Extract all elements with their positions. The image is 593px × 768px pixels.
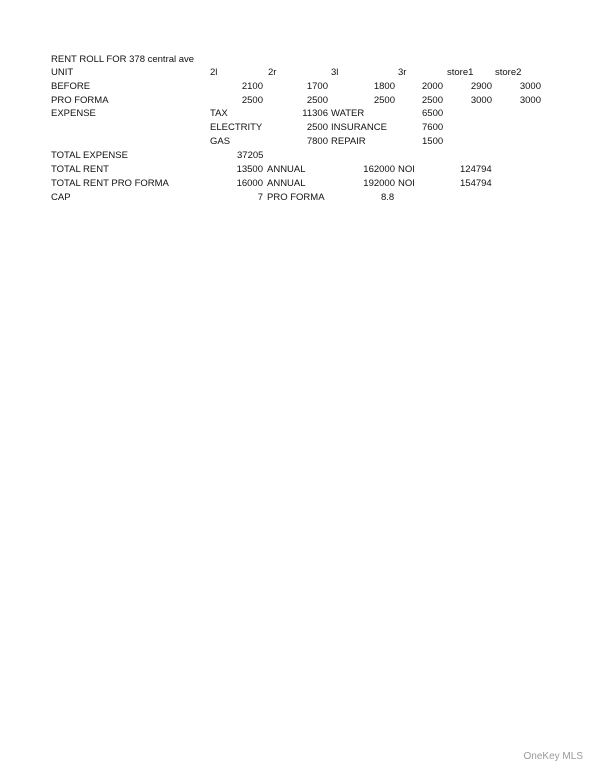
total-rent-proforma-noi: 154794	[460, 178, 492, 189]
sheet-title: RENT ROLL FOR 378 central ave	[51, 54, 195, 65]
cap-value: 7	[257, 192, 263, 203]
water-value: 6500	[422, 108, 444, 119]
total-rent-monthly: 13500	[236, 164, 263, 175]
proforma-3r: 2500	[421, 95, 443, 106]
proforma-3l: 2500	[373, 95, 395, 106]
total-expense-label: TOTAL EXPENSE	[51, 150, 128, 161]
proforma-store1: 3000	[470, 95, 492, 106]
before-2r: 1700	[306, 81, 328, 92]
cap-label: CAP	[51, 192, 71, 203]
unit-3r: 3r	[398, 67, 407, 78]
before-store1: 2900	[470, 81, 492, 92]
gas-value: 7800	[306, 136, 328, 147]
unit-label: UNIT	[51, 67, 74, 78]
proforma-store2: 3000	[519, 95, 541, 106]
total-rent-annual-label: ANNUAL	[267, 164, 306, 175]
total-rent-annual: 162000	[363, 164, 395, 175]
total-rent-proforma-annual: 192000	[363, 178, 395, 189]
total-rent-proforma-noi-label: NOI	[398, 178, 415, 189]
total-rent-proforma-annual-label: ANNUAL	[267, 178, 306, 189]
cap-proforma-value: 8.8	[381, 192, 395, 203]
tax-value: 11306	[302, 108, 328, 119]
before-3r: 2000	[421, 81, 443, 92]
gas-label: GAS	[210, 136, 231, 147]
unit-3l: 3l	[331, 67, 339, 78]
total-rent-proforma-label: TOTAL RENT PRO FORMA	[51, 178, 169, 189]
insurance-value: 7600	[422, 122, 444, 133]
unit-store1: store1	[447, 67, 474, 78]
total-rent-proforma-monthly: 16000	[236, 178, 263, 189]
before-label: BEFORE	[51, 81, 91, 92]
proforma-2r: 2500	[306, 95, 328, 106]
repair-label: REPAIR	[331, 136, 366, 147]
tax-label: TAX	[210, 108, 228, 119]
total-rent-noi: 124794	[460, 164, 492, 175]
cap-proforma-label: PRO FORMA	[267, 192, 325, 203]
insurance-label: INSURANCE	[331, 122, 387, 133]
before-store2: 3000	[519, 81, 541, 92]
proforma-2l: 2500	[241, 95, 263, 106]
electricity-label: ELECTRITY	[210, 122, 263, 133]
repair-value: 1500	[422, 136, 444, 147]
total-expense-value: 37205	[237, 150, 264, 161]
unit-store2: store2	[495, 67, 522, 78]
total-rent-label: TOTAL RENT	[51, 164, 109, 175]
water-label: WATER	[331, 108, 365, 119]
unit-2l: 2l	[210, 67, 218, 78]
total-rent-noi-label: NOI	[398, 164, 415, 175]
before-2l: 2100	[241, 81, 263, 92]
electricity-value: 2500	[306, 122, 328, 133]
expense-label: EXPENSE	[51, 108, 96, 119]
unit-2r: 2r	[268, 67, 277, 78]
proforma-label: PRO FORMA	[51, 95, 109, 106]
before-3l: 1800	[373, 81, 395, 92]
watermark: OneKey MLS	[523, 751, 583, 762]
